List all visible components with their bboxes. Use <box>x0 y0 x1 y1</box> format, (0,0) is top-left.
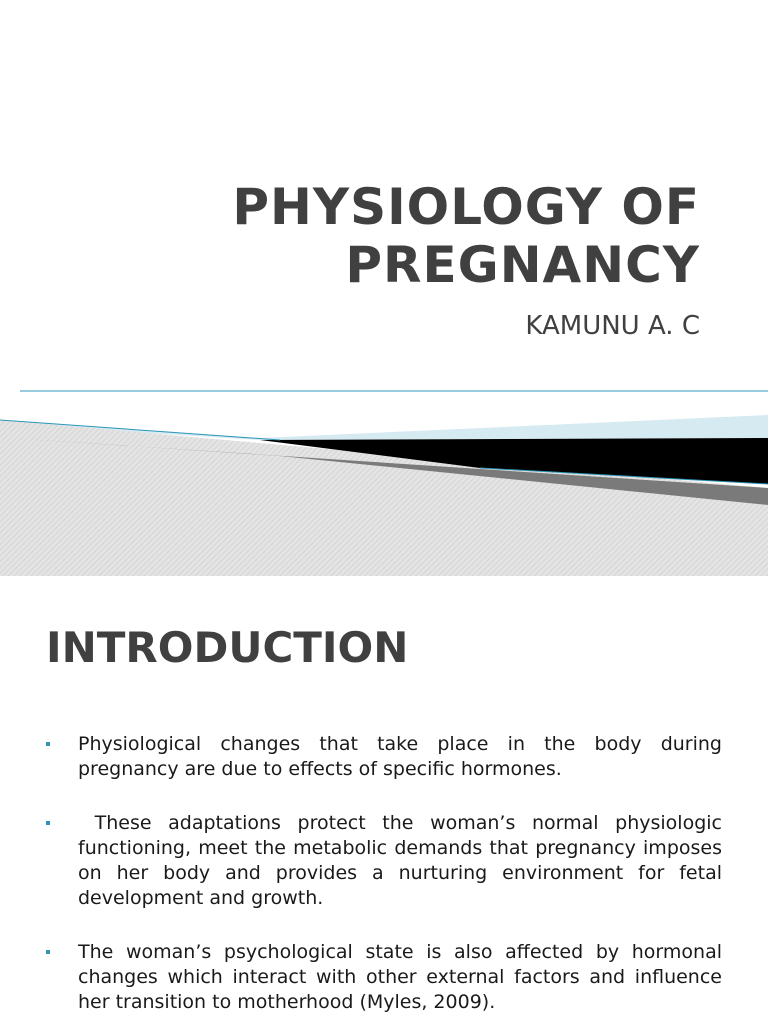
decorative-band <box>0 380 768 576</box>
list-item <box>46 811 722 911</box>
list-item <box>46 732 722 782</box>
introduction-slide <box>0 576 768 1024</box>
list-item <box>46 940 722 1015</box>
bullet-icon <box>46 950 50 954</box>
bullet-text: Physiological changes that take place in the body during pregnancy are due to effects of specific hormones. <box>78 733 722 780</box>
bullet-icon <box>46 821 50 825</box>
slide-subtitle: KAMUNU A. C <box>525 311 700 341</box>
slide-title <box>60 178 700 294</box>
bullet-icon <box>46 742 50 746</box>
bullet-text: These adaptations protect the woman’s normal physiologic functioning, meet the metabolic demands that pregnancy imposes on her body and provides a nurturing environment for fetal development and growth. <box>78 812 722 909</box>
bullet-list <box>46 732 722 1024</box>
title-line-1: PHYSIOLOGY OF <box>232 178 700 236</box>
title-line-2: PREGNANCY <box>345 236 700 294</box>
bullet-text: The woman’s psychological state is also affected by hormonal changes which interact with other external factors and influence her transition to motherhood (Myles, 2009). <box>78 941 722 1013</box>
slide-heading: INTRODUCTION <box>46 623 409 672</box>
